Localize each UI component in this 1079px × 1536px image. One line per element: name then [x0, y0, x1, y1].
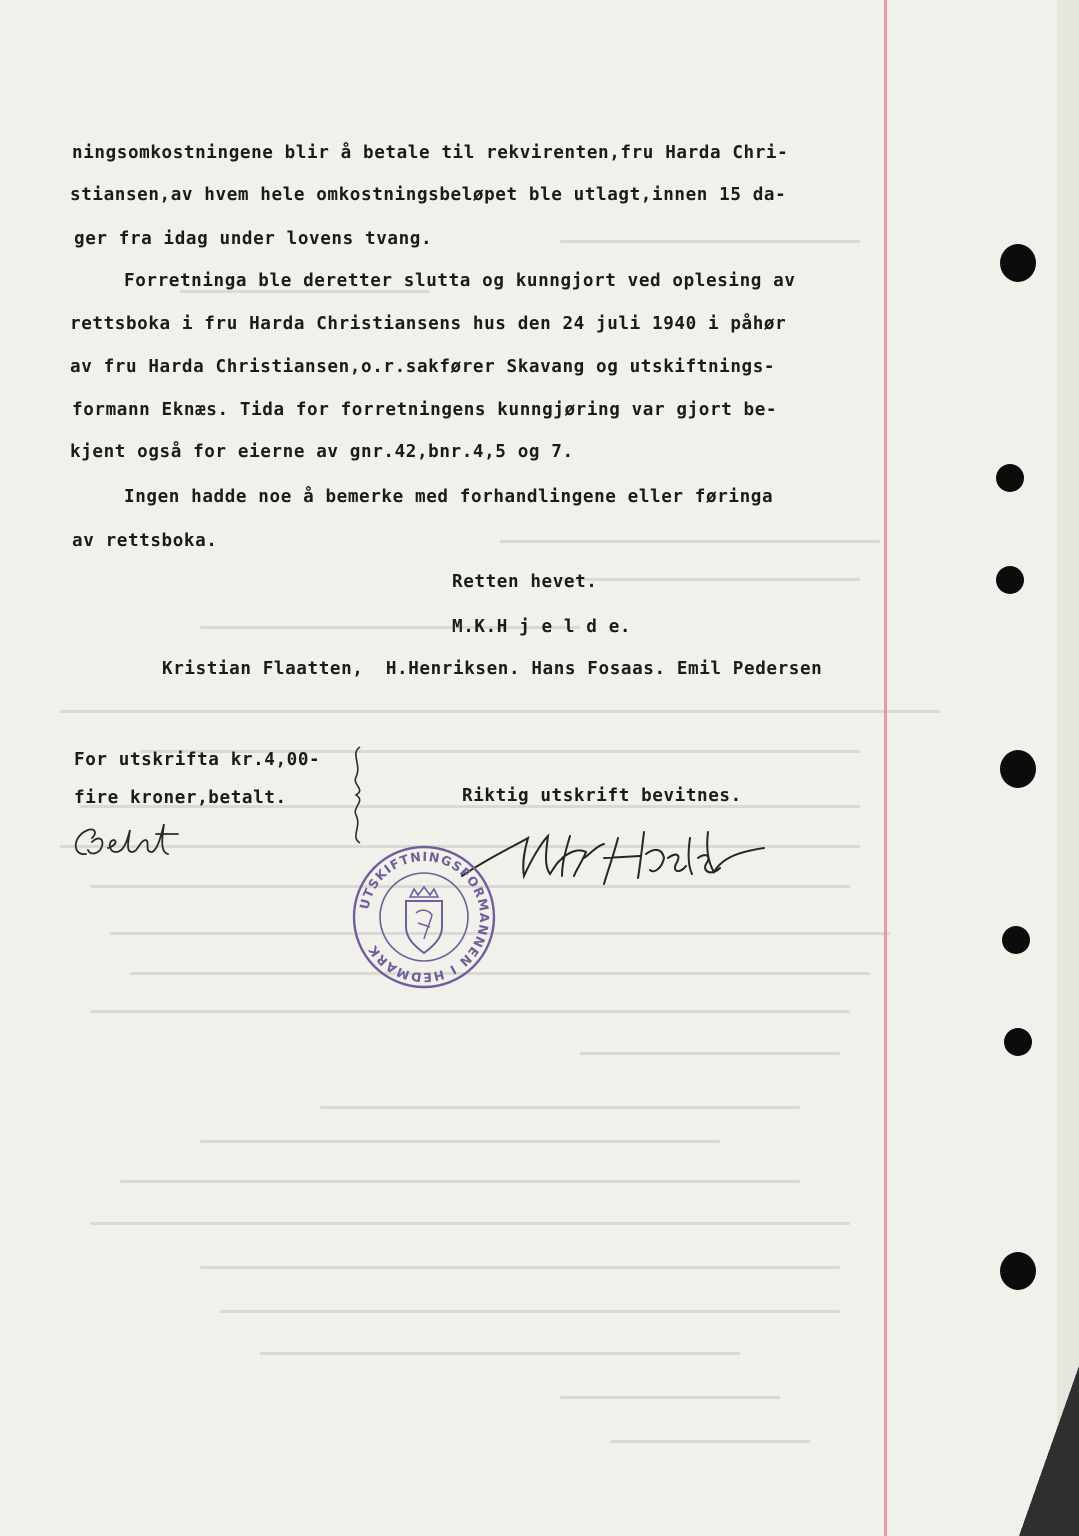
- page-edge: [1057, 0, 1079, 1536]
- stamp-text: UTSKIFTNINGSFORMANNEN I HEDMARK: [356, 848, 493, 986]
- text-line: kjent også for eierne av gnr.42,bnr.4,5 og 7.: [70, 442, 574, 462]
- bleed-stroke: [60, 710, 940, 713]
- text-line: Ingen hadde noe å bemerke med forhandlingene eller føringa: [124, 487, 774, 507]
- bleed-stroke: [120, 1180, 800, 1183]
- bleed-stroke: [610, 1440, 810, 1443]
- punch-hole-icon: [996, 464, 1024, 492]
- fee-line: For utskrifta kr.4,00-: [74, 750, 321, 770]
- text-line: stiansen,av hvem hele omkostningsbeløpet ble utlagt,innen 15 da-: [70, 185, 787, 205]
- handwritten-note-icon: [68, 812, 198, 868]
- punch-hole-icon: [1000, 750, 1036, 788]
- punch-hole-icon: [996, 566, 1024, 594]
- text-line: formann Eknæs. Tida for forretningens kunngjøring var gjort be-: [72, 400, 778, 420]
- bleed-stroke: [90, 1010, 850, 1013]
- svg-text:UTSKIFTNINGSFORMANNEN I HEDMAR: [356, 849, 492, 985]
- bleed-stroke: [130, 972, 870, 975]
- text-line: ningsomkostningene blir å betale til rekvirenten,fru Harda Chri-: [72, 143, 789, 163]
- margin-line: [884, 0, 887, 1536]
- brace-icon: [340, 745, 380, 845]
- torn-corner: [1019, 1366, 1079, 1536]
- text-line: av rettsboka.: [72, 531, 218, 551]
- crown-icon: [410, 887, 438, 897]
- bleed-stroke: [200, 1140, 720, 1143]
- judge-name: M.K.H j e l d e.: [452, 617, 632, 637]
- fee-line: fire kroner,betalt.: [74, 788, 287, 808]
- text-line: av fru Harda Christiansen,o.r.sakfører Skavang og utskiftnings-: [70, 357, 776, 377]
- official-stamp: [350, 843, 498, 991]
- text-line: ger fra idag under lovens tvang.: [74, 229, 433, 249]
- attestation-line: Riktig utskrift bevitnes.: [462, 786, 742, 806]
- bleed-stroke: [90, 1222, 850, 1225]
- bleed-stroke: [500, 540, 880, 543]
- bleed-stroke: [320, 1106, 800, 1109]
- bleed-stroke: [220, 1310, 840, 1313]
- bleed-stroke: [110, 932, 890, 935]
- bleed-stroke: [560, 240, 860, 243]
- punch-hole-icon: [1000, 244, 1036, 282]
- punch-hole-icon: [1000, 1252, 1036, 1290]
- bleed-stroke: [560, 1396, 780, 1399]
- punch-hole-icon: [1004, 1028, 1032, 1056]
- punch-hole-icon: [1002, 926, 1030, 954]
- signature-icon: [458, 818, 778, 898]
- text-line: Forretninga ble deretter slutta og kunngjort ved oplesing av: [124, 271, 796, 291]
- shield-icon: [406, 901, 442, 953]
- bleed-stroke: [580, 1052, 840, 1055]
- bleed-stroke: [260, 1352, 740, 1355]
- bleed-stroke: [560, 578, 860, 581]
- closing-line: Retten hevet.: [452, 572, 598, 592]
- bleed-stroke: [200, 1266, 840, 1269]
- witness-names: Kristian Flaatten, H.Henriksen. Hans Fosaas. Emil Pedersen: [162, 659, 823, 679]
- lion-icon: [416, 910, 432, 939]
- text-line: rettsboka i fru Harda Christiansens hus den 24 juli 1940 i påhør: [70, 314, 787, 334]
